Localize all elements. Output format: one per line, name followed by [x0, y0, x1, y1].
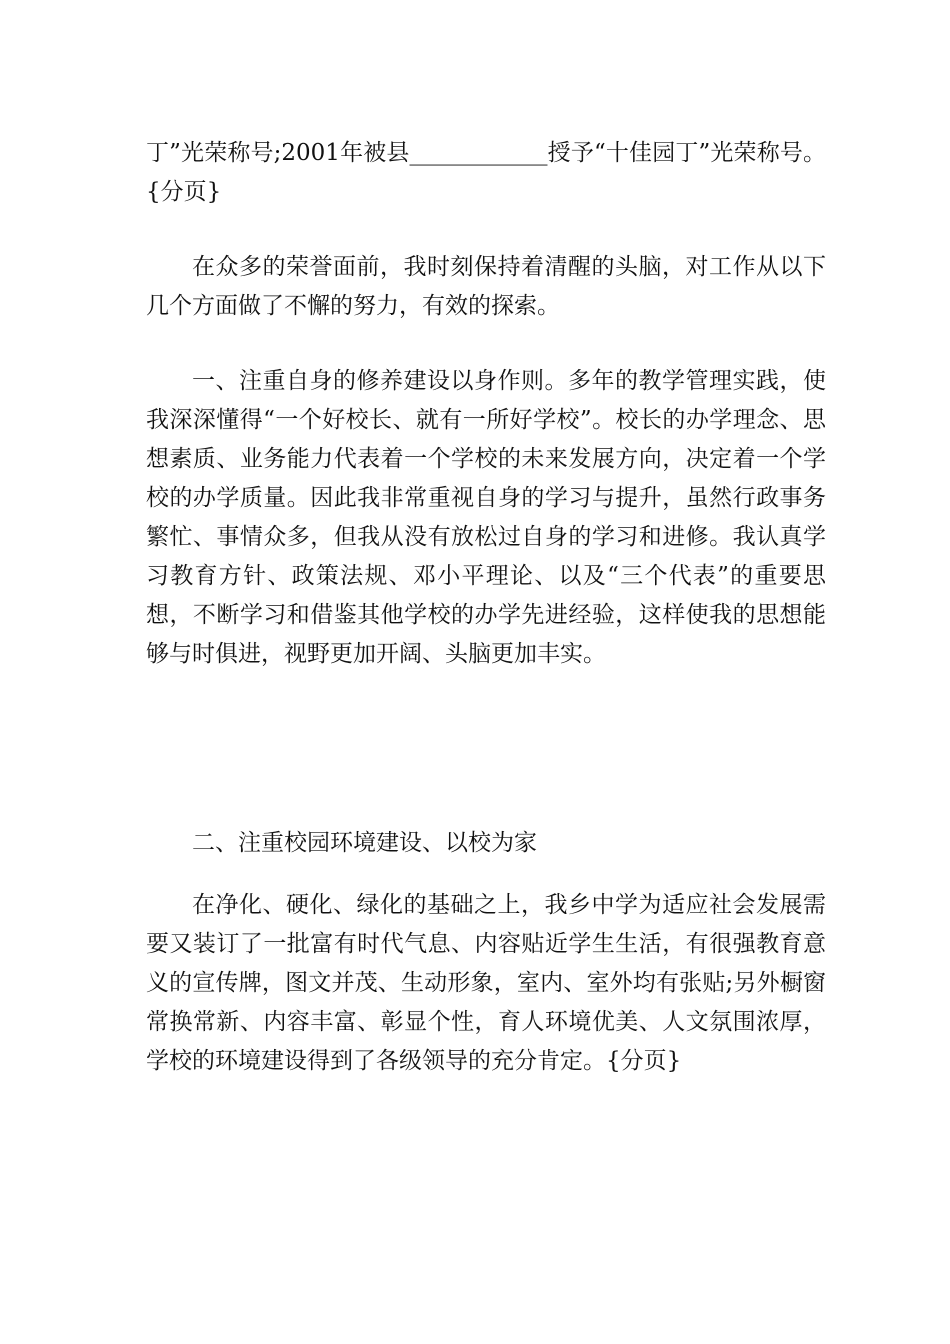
paragraph-1: 丁”光荣称号;2001年被县____________授予“十佳园丁”光荣称号。{分页} [146, 140, 826, 205]
paragraph-intro [146, 248, 826, 326]
paragraph-continuation [146, 134, 826, 212]
paragraph-section-two [146, 886, 826, 1081]
section-two-heading [146, 824, 826, 863]
paragraph-2: 在众多的荣誉面前，我时刻保持着清醒的头脑，对工作从以下几个方面做了不懈的努力，有效的探索。 [146, 254, 826, 319]
paragraph-3: 一、注重自身的修养建设以身作则。多年的教学管理实践，使我深深懂得“一个好校长、就有一所好学校”。校长的办学理念、思想素质、业务能力代表着一个学校的未来发展方向，决定着一个学校的办学质量。因此我非常重视自身的学习与提升，虽然行政事务繁忙、事情众多，但我从没有放松过自身的学习和进修。我认真学习教育方针、政策法规、邓小平理论、以及“三个代表”的重要思想，不断学习和借鉴其他学校的办学先进经验，这样使我的思想能够与时俱进，视野更加开阔、头脑更加丰实。 [146, 368, 826, 667]
paragraph-4: 二、注重校园环境建设、以校为家 [192, 830, 537, 856]
paragraph-section-one [146, 362, 826, 674]
paragraph-5: 在净化、硬化、绿化的基础之上，我乡中学为适应社会发展需要又装订了一批富有时代气息、内容贴近学生生活，有很强教育意义的宣传牌，图文并茂、生动形象，室内、室外均有张贴;另外橱窗常换常新、内容丰富、彰显个性，育人环境优美、人文氛围浓厚，学校的环境建设得到了各级领导的充分肯定。{分页} [146, 892, 826, 1074]
